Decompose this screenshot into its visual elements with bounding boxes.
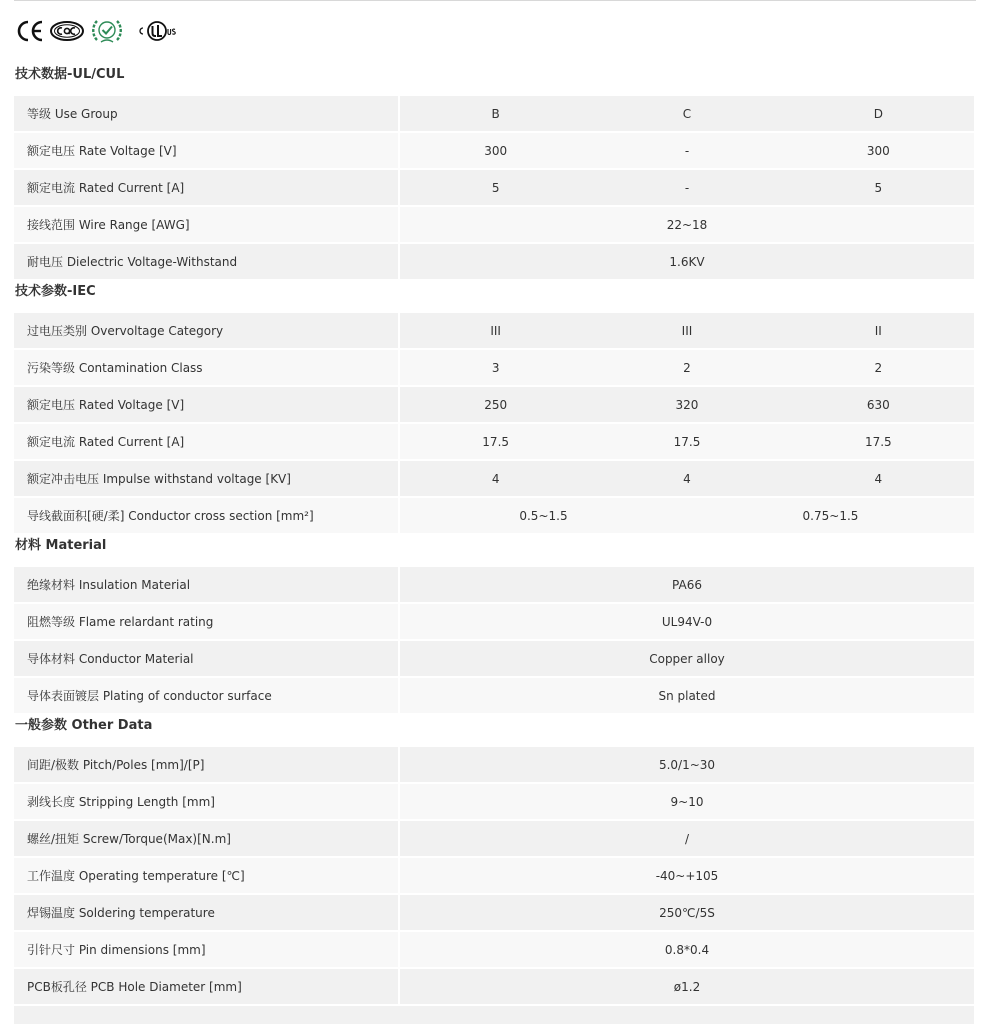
row-label: 焊锡温度 Soldering temperature [14, 895, 400, 932]
ce-mark-icon [16, 18, 44, 44]
spec-table-other-data [14, 747, 974, 1006]
row-label: 螺丝/扭矩 Screw/Torque(Max)[N.m] [14, 821, 400, 858]
row-value: 3 [400, 350, 591, 387]
row-value: 300 [400, 133, 591, 170]
row-value: II [783, 313, 974, 350]
row-value: III [400, 313, 591, 350]
table-row [14, 244, 974, 281]
row-value: 630 [783, 387, 974, 424]
row-label: 过电压类别 Overvoltage Category [14, 313, 400, 350]
cqc-mark-icon [49, 18, 85, 44]
row-label: 污染等级 Contamination Class [14, 350, 400, 387]
table-row [14, 498, 974, 535]
spec-table-material [14, 567, 974, 715]
table-row [14, 567, 974, 604]
row-label: 剥线长度 Stripping Length [mm] [14, 784, 400, 821]
row-value: UL94V-0 [400, 604, 974, 641]
row-value: 0.5~1.5 [400, 498, 687, 535]
spec-table-ul-cul [14, 96, 974, 281]
row-label: 间距/极数 Pitch/Poles [mm]/[P] [14, 747, 400, 784]
row-value: 2 [591, 350, 782, 387]
row-label: 导体材料 Conductor Material [14, 641, 400, 678]
table-row [14, 350, 974, 387]
table-row [14, 678, 974, 715]
row-value: 4 [591, 461, 782, 498]
row-value: Sn plated [400, 678, 974, 715]
tuv-mark-icon [89, 16, 125, 46]
row-value: III [591, 313, 782, 350]
table-row [14, 895, 974, 932]
table-row [14, 821, 974, 858]
row-value: 2 [783, 350, 974, 387]
table-row [14, 207, 974, 244]
row-value: 4 [783, 461, 974, 498]
row-value: 4 [400, 461, 591, 498]
spec-table-iec [14, 313, 974, 535]
row-value: 17.5 [400, 424, 591, 461]
table-row [14, 170, 974, 207]
row-value: 5 [400, 170, 591, 207]
row-value: / [400, 821, 974, 858]
cul-us-mark-icon [137, 16, 179, 46]
row-value: 1.6KV [400, 244, 974, 281]
row-label: 额定电压 Rate Voltage [V] [14, 133, 400, 170]
row-label: 额定电压 Rated Voltage [V] [14, 387, 400, 424]
row-value: PA66 [400, 567, 974, 604]
row-value: Copper alloy [400, 641, 974, 678]
next-table-row-partial [14, 1006, 974, 1024]
row-label: 绝缘材料 Insulation Material [14, 567, 400, 604]
row-value: 250 [400, 387, 591, 424]
row-value: 5 [783, 170, 974, 207]
row-value: 320 [591, 387, 782, 424]
table-row [14, 747, 974, 784]
certification-logos [16, 16, 179, 46]
row-value: -40~+105 [400, 858, 974, 895]
table-row [14, 461, 974, 498]
row-value: 17.5 [591, 424, 782, 461]
table-row [14, 858, 974, 895]
table-row [14, 784, 974, 821]
row-value: D [783, 96, 974, 133]
row-value: - [591, 170, 782, 207]
row-label: 工作温度 Operating temperature [℃] [14, 858, 400, 895]
row-value: C [591, 96, 782, 133]
row-label: 导线截面积[硬/柔] Conductor cross section [mm²] [14, 498, 400, 535]
table-row [14, 133, 974, 170]
row-label: 耐电压 Dielectric Voltage-Withstand [14, 244, 400, 281]
row-value: B [400, 96, 591, 133]
row-value: 300 [783, 133, 974, 170]
row-label: 额定电流 Rated Current [A] [14, 170, 400, 207]
row-label: 等级 Use Group [14, 96, 400, 133]
row-value: 250℃/5S [400, 895, 974, 932]
row-value: 17.5 [783, 424, 974, 461]
table-row [14, 932, 974, 969]
table-row [14, 604, 974, 641]
section-title-iec: 技术参数-IEC [15, 284, 96, 299]
row-label: 导体表面镀层 Plating of conductor surface [14, 678, 400, 715]
table-row [14, 969, 974, 1006]
row-label: PCB板孔径 PCB Hole Diameter [mm] [14, 969, 400, 1006]
row-value: 22~18 [400, 207, 974, 244]
row-value: 0.8*0.4 [400, 932, 974, 969]
top-divider [14, 0, 976, 1]
table-row [14, 387, 974, 424]
row-label: 阻燃等级 Flame relardant rating [14, 604, 400, 641]
row-label: 额定冲击电压 Impulse withstand voltage [KV] [14, 461, 400, 498]
row-label: 接线范围 Wire Range [AWG] [14, 207, 400, 244]
table-row [14, 96, 974, 133]
row-value: ø1.2 [400, 969, 974, 1006]
row-label: 额定电流 Rated Current [A] [14, 424, 400, 461]
row-label: 引针尺寸 Pin dimensions [mm] [14, 932, 400, 969]
row-value: 9~10 [400, 784, 974, 821]
table-row [14, 641, 974, 678]
table-row [14, 424, 974, 461]
section-title-material: 材料 Material [15, 538, 107, 553]
table-row [14, 313, 974, 350]
row-value: - [591, 133, 782, 170]
row-value: 0.75~1.5 [687, 498, 974, 535]
row-value: 5.0/1~30 [400, 747, 974, 784]
section-title-ul-cul: 技术数据-UL/CUL [15, 67, 125, 82]
section-title-other-data: 一般参数 Other Data [15, 718, 153, 733]
